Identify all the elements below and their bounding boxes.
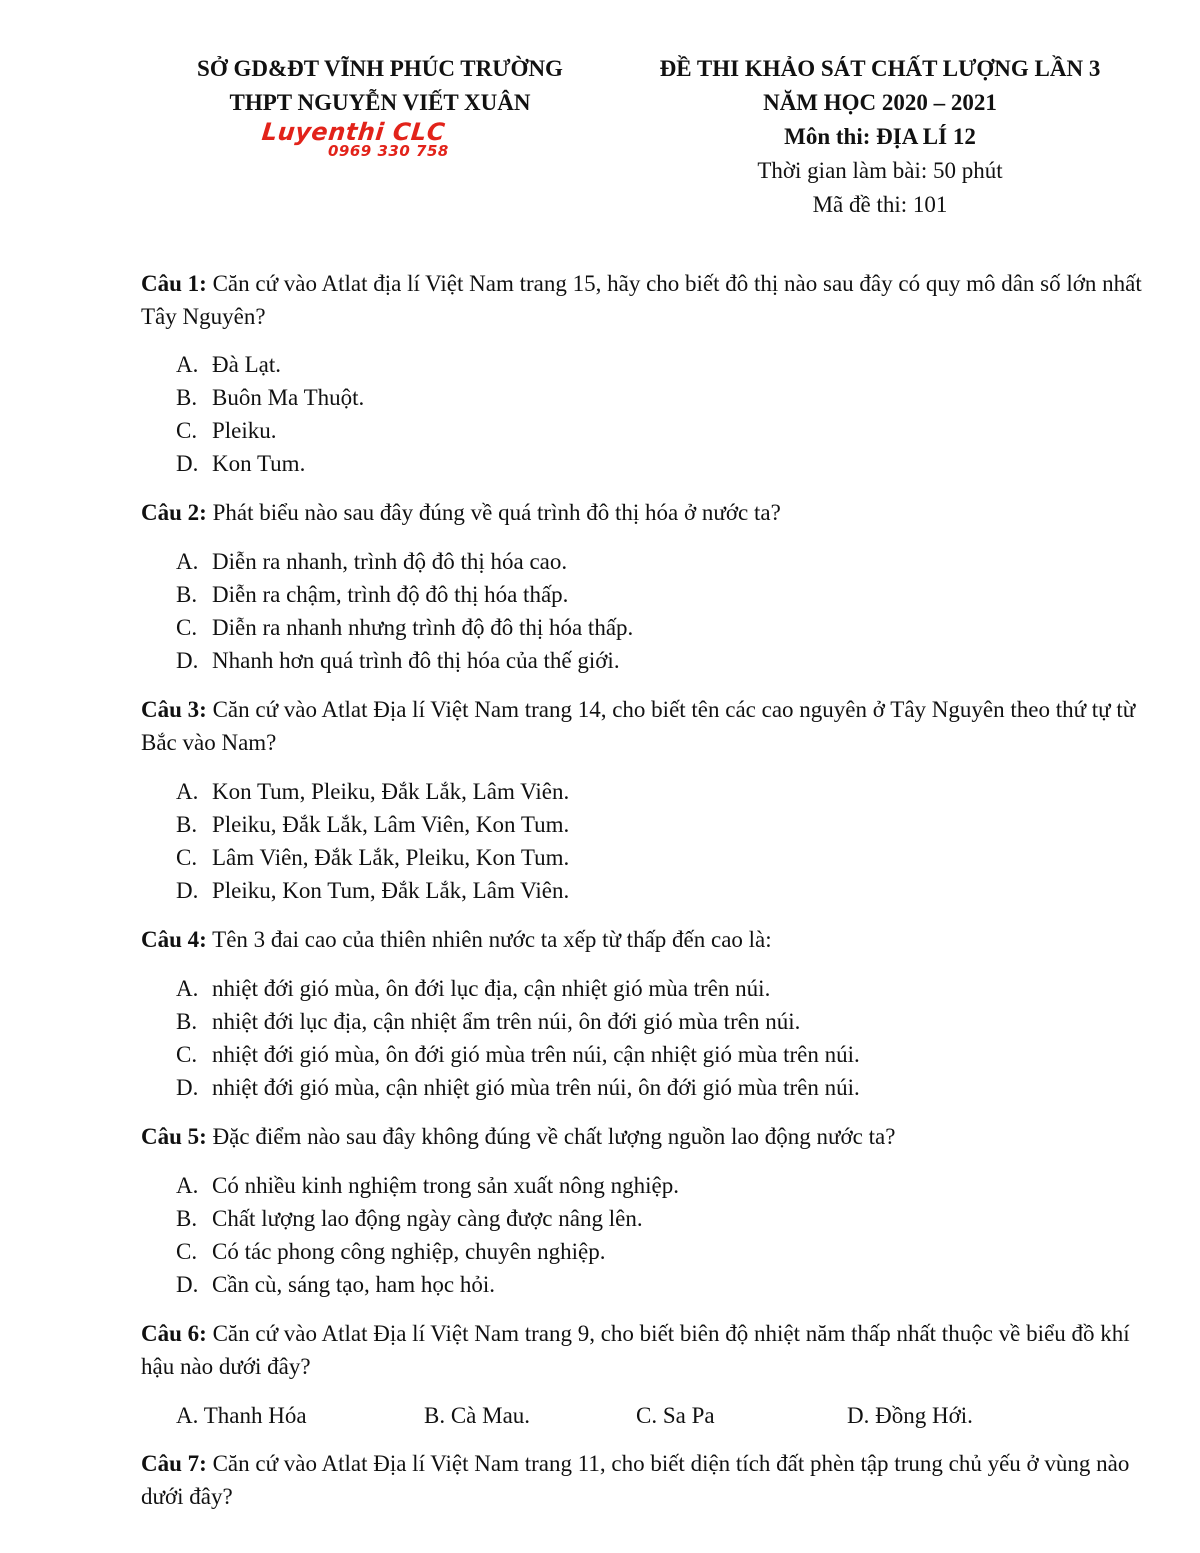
question-text: Đặc điểm nào sau đây không đúng về chất lượng nguồn lao động nước ta? <box>212 1124 896 1149</box>
question-5 <box>141 1120 1161 1153</box>
q6-option-b[interactable]: B. Cà Mau. <box>424 1403 531 1428</box>
school-year: NĂM HỌC 2020 – 2021 <box>763 90 997 115</box>
q1-option-c[interactable]: C. Pleiku. <box>176 418 277 443</box>
logo-text: Luyenthi CLC <box>260 118 447 146</box>
question-6 <box>141 1317 1161 1383</box>
q2-option-a[interactable]: A. Diễn ra nhanh, trình độ đô thị hóa cao. <box>176 549 568 574</box>
q1-option-b[interactable]: B. Buôn Ma Thuột. <box>176 385 365 410</box>
q4-option-b[interactable]: B. nhiệt đới lục địa, cận nhiệt ẩm trên núi, ôn đới gió mùa trên núi. <box>176 1009 801 1034</box>
question-text: Căn cứ vào Atlat Địa lí Việt Nam trang 11, cho biết diện tích đất phèn tập trung chủ yếu ở vùng nào dưới đây? <box>141 1451 1130 1509</box>
q2-option-d[interactable]: D. Nhanh hơn quá trình đô thị hóa của thế giới. <box>176 648 620 673</box>
q4-option-c[interactable]: C. nhiệt đới gió mùa, ôn đới gió mùa trên núi, cận nhiệt gió mùa trên núi. <box>176 1042 860 1067</box>
exam-code: Mã đề thi: 101 <box>812 192 948 217</box>
subject: Môn thi: ĐỊA LÍ 12 <box>784 124 976 149</box>
q4-option-a[interactable]: A. nhiệt đới gió mùa, ôn đới lục địa, cận nhiệt gió mùa trên núi. <box>176 976 771 1001</box>
q3-option-b[interactable]: B. Pleiku, Đắk Lắk, Lâm Viên, Kon Tum. <box>176 812 570 837</box>
question-label: Câu 5: <box>141 1124 207 1149</box>
question-text: Căn cứ vào Atlat Địa lí Việt Nam trang 9, cho biết biên độ nhiệt năm thấp nhất thuộc về biểu đồ khí hậu nào dưới đây? <box>141 1321 1130 1379</box>
q5-option-c[interactable]: C. Có tác phong công nghiệp, chuyên nghiệp. <box>176 1239 606 1264</box>
q1-option-d[interactable]: D. Kon Tum. <box>176 451 306 476</box>
exam-header <box>610 52 1150 222</box>
question-1 <box>141 267 1161 333</box>
school-line-1: SỞ GD&ĐT VĨNH PHÚC TRƯỜNG <box>197 56 563 81</box>
question-7 <box>141 1447 1161 1513</box>
q1-option-a[interactable]: A. Đà Lạt. <box>176 352 281 377</box>
question-4 <box>141 923 1161 956</box>
q3-option-a[interactable]: A. Kon Tum, Pleiku, Đắk Lắk, Lâm Viên. <box>176 779 570 804</box>
q5-option-b[interactable]: B. Chất lượng lao động ngày càng được nâng lên. <box>176 1206 643 1231</box>
q5-option-d[interactable]: D. Cần cù, sáng tạo, ham học hỏi. <box>176 1272 495 1297</box>
q3-option-d[interactable]: D. Pleiku, Kon Tum, Đắk Lắk, Lâm Viên. <box>176 878 570 903</box>
question-text: Tên 3 đai cao của thiên nhiên nước ta xếp từ thấp đến cao là: <box>212 927 772 952</box>
q6-option-a[interactable]: A. Thanh Hóa <box>176 1403 307 1428</box>
question-label: Câu 2: <box>141 500 207 525</box>
q3-option-c[interactable]: C. Lâm Viên, Đắk Lắk, Pleiku, Kon Tum. <box>176 845 570 870</box>
question-label: Câu 3: <box>141 697 207 722</box>
luyenthi-logo <box>262 118 482 168</box>
exam-title: ĐỀ THI KHẢO SÁT CHẤT LƯỢNG LẦN 3 <box>659 56 1101 81</box>
school-header <box>150 52 610 120</box>
question-text: Căn cứ vào Atlat Địa lí Việt Nam trang 14, cho biết tên các cao nguyên ở Tây Nguyên theo thứ tự từ Bắc vào Nam? <box>141 697 1136 755</box>
question-2 <box>141 496 1161 529</box>
question-label: Câu 4: <box>141 927 207 952</box>
q6-option-c[interactable]: C. Sa Pa <box>636 1403 715 1428</box>
question-text: Căn cứ vào Atlat địa lí Việt Nam trang 15, hãy cho biết đô thị nào sau đây có quy mô dân số lớn nhất Tây Nguyên? <box>141 271 1142 329</box>
question-3 <box>141 693 1161 759</box>
q5-option-a[interactable]: A. Có nhiều kinh nghiệm trong sản xuất nông nghiệp. <box>176 1173 679 1198</box>
question-label: Câu 6: <box>141 1321 207 1346</box>
q2-option-c[interactable]: C. Diễn ra nhanh nhưng trình độ đô thị hóa thấp. <box>176 615 634 640</box>
duration: Thời gian làm bài: 50 phút <box>757 158 1003 183</box>
question-text: Phát biểu nào sau đây đúng về quá trình đô thị hóa ở nước ta? <box>212 500 781 525</box>
question-label: Câu 7: <box>141 1451 207 1476</box>
school-line-2: THPT NGUYỄN VIẾT XUÂN <box>229 90 531 115</box>
q2-option-b[interactable]: B. Diễn ra chậm, trình độ đô thị hóa thấp. <box>176 582 569 607</box>
question-label: Câu 1: <box>141 271 207 296</box>
logo-phone: 0969 330 758 <box>328 142 449 160</box>
q6-option-d[interactable]: D. Đồng Hới. <box>847 1403 973 1428</box>
q4-option-d[interactable]: D. nhiệt đới gió mùa, cận nhiệt gió mùa trên núi, ôn đới gió mùa trên núi. <box>176 1075 860 1100</box>
